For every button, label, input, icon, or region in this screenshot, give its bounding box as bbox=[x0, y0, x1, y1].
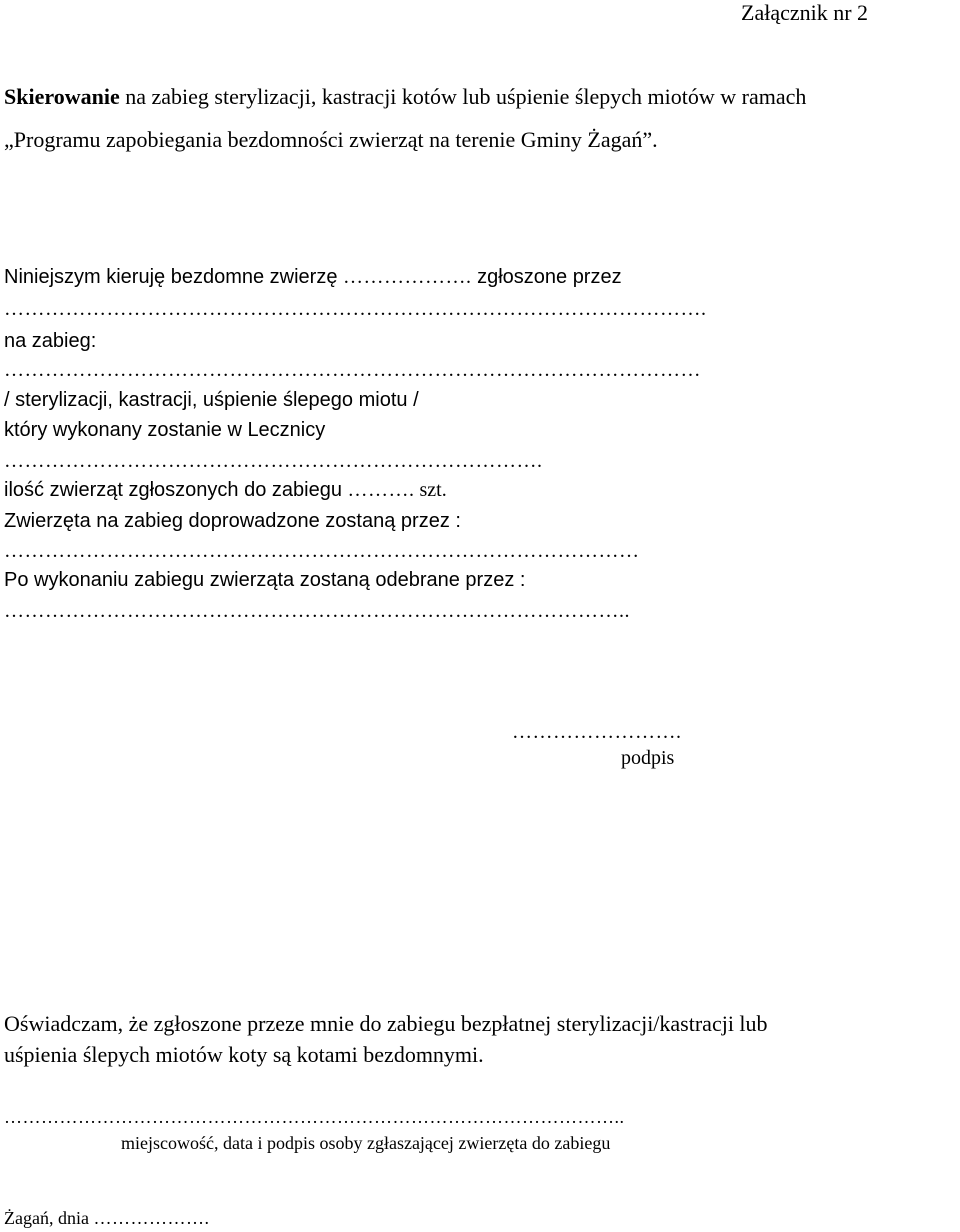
signature-dots: ……………………. bbox=[512, 721, 682, 743]
declaration-line-2: uśpienia ślepych miotów koty są kotami bezdomnymi. bbox=[4, 1042, 484, 1067]
declaration-line-1: Oświadczam, że zgłoszone przeze mnie do zabiegu bezpłatnej sterylizacji/kastracji lub bbox=[4, 1011, 768, 1036]
animal-count-text: ilość zwierząt zgłoszonych do zabiegu bbox=[4, 479, 348, 501]
delivered-by-dots: ………………………………………………………………………………… bbox=[4, 540, 640, 562]
bottom-signature-dots: ……………………………………………………………………………………….. bbox=[4, 1107, 625, 1127]
reporter-field-dots: …………………………………………………………………………………………. bbox=[4, 298, 707, 320]
clinic-field-dots: ……………………………………………………………………. bbox=[4, 450, 543, 472]
procedure-options: / sterylizacji, kastracji, uśpienie ślepego miotu / bbox=[4, 389, 419, 411]
title-line-1-text: na zabieg sterylizacji, kastracji kotów lub uśpienie ślepych miotów w ramach bbox=[119, 84, 807, 109]
collected-by-dots: ……………………………………………………………………………….. bbox=[4, 600, 630, 622]
footer-date-dots: ………………. bbox=[93, 1208, 210, 1228]
footer-place-date bbox=[4, 1209, 209, 1227]
signature-label: podpis bbox=[621, 747, 675, 769]
collected-by-label: Po wykonaniu zabiegu zwierząta zostaną odebrane przez : bbox=[4, 569, 526, 591]
bottom-signature-label: miejscowość, data i podpis osoby zgłaszającej zwierzęta do zabiegu bbox=[121, 1133, 611, 1153]
form-line-animal bbox=[4, 267, 622, 287]
animal-count-unit: szt. bbox=[414, 479, 447, 501]
clinic-label: który wykonany zostanie w Lecznicy bbox=[4, 419, 326, 441]
footer-place: Żagań, dnia bbox=[4, 1208, 94, 1228]
animal-count-line bbox=[4, 480, 447, 500]
animal-count-dots: ………. bbox=[347, 479, 415, 501]
form-line-animal-tail: zgłoszone przez bbox=[471, 266, 622, 288]
title-line-2: „Programu zapobiegania bezdomności zwierząt na terenie Gminy Żagań”. bbox=[4, 127, 658, 152]
title-line-1 bbox=[4, 86, 806, 108]
procedure-label: na zabieg: bbox=[4, 330, 97, 352]
title-bold-word: Skierowanie bbox=[4, 84, 120, 109]
form-line-animal-text: Niniejszym kieruję bezdomne zwierzę bbox=[4, 266, 344, 288]
procedure-field-dots: ………………………………………………………………………………………… bbox=[4, 359, 701, 381]
delivered-by-label: Zwierzęta na zabieg doprowadzone zostaną przez : bbox=[4, 510, 461, 532]
animal-field-dots: ………………. bbox=[343, 266, 472, 288]
annex-label: Załącznik nr 2 bbox=[741, 0, 869, 25]
